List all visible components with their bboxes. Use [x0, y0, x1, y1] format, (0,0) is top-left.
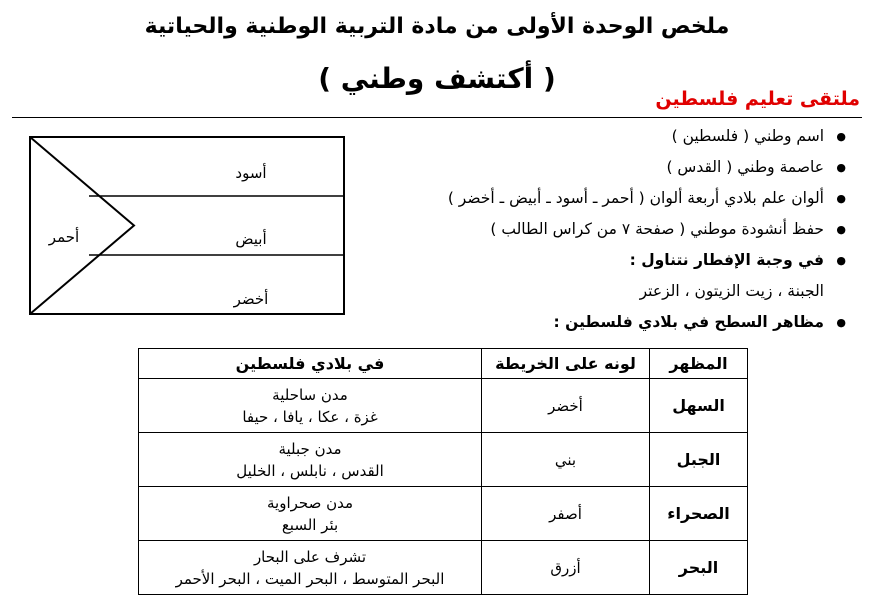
colour-cell: أصفر	[482, 487, 650, 541]
city-list: القدس ، نابلس ، الخليل	[236, 461, 384, 480]
feature-cell: السهل	[650, 379, 748, 433]
feature-cell: الصحراء	[650, 487, 748, 541]
header-feature: المظهر	[650, 349, 748, 379]
fact-item: ● حفظ أنشودة موطني ( صفحة ٧ من كراس الطالب )	[346, 216, 846, 247]
flag-label-white: أبيض	[235, 230, 267, 248]
city-list: غزة ، عكا ، يافا ، حيفا	[242, 407, 378, 426]
city-type: مدن ساحلية	[272, 385, 348, 404]
document-subtitle: ( أكتشف وطني )	[318, 62, 556, 95]
fact-item: ● في وجبة الإفطار نتناول :	[346, 247, 846, 278]
colour-cell: بني	[482, 433, 650, 487]
city-list: البحر المتوسط ، البحر الميت ، البحر الأحمر	[175, 569, 445, 588]
header-colour: لونه على الخريطة	[482, 349, 650, 379]
cities-cell	[139, 379, 482, 433]
header-cities: في بلادي فلسطين	[139, 349, 482, 379]
cities-cell	[139, 433, 482, 487]
city-type: تشرف على البحار	[253, 547, 367, 566]
table-row	[139, 433, 748, 487]
fact-item: ● مظاهر السطح في بلادي فلسطين :	[346, 309, 846, 340]
colour-cell: أخضر	[482, 379, 650, 433]
city-list: بئر السبع	[281, 515, 339, 534]
flag-label-red: أحمر	[48, 228, 80, 246]
fact-item: ● اسم وطني ( فلسطين )	[346, 123, 846, 154]
feature-cell: الجبل	[650, 433, 748, 487]
brand-label: ملتقى تعليم فلسطين	[655, 88, 860, 110]
cities-cell	[139, 487, 482, 541]
colour-cell: أزرق	[482, 541, 650, 595]
table-row	[139, 379, 748, 433]
flag-label-black: أسود	[235, 164, 267, 182]
palestine-flag-diagram	[29, 136, 345, 315]
fact-item: ● ألوان علم بلادي أربعة ألوان ( أحمر ـ أسود ـ أبيض ـ أخضر )	[346, 185, 846, 216]
cities-cell	[139, 541, 482, 595]
table-header-row	[139, 349, 748, 379]
document-title: ملخص الوحدة الأولى من مادة التربية الوطنية والحياتية	[144, 14, 730, 39]
city-type: مدن جبلية	[278, 439, 342, 458]
fact-item: الجبنة ، زيت الزيتون ، الزعتر	[639, 282, 824, 300]
flag-border	[30, 137, 344, 314]
city-type: مدن صحراوية	[266, 493, 353, 512]
table-row	[139, 541, 748, 595]
fact-item: ● عاصمة وطني ( القدس )	[346, 154, 846, 185]
header-divider	[12, 117, 862, 118]
flag-label-green: أخضر	[233, 290, 269, 308]
feature-cell: البحر	[650, 541, 748, 595]
flag-triangle	[30, 137, 134, 314]
terrain-table	[138, 348, 748, 595]
facts-list	[346, 123, 846, 340]
table-row	[139, 487, 748, 541]
